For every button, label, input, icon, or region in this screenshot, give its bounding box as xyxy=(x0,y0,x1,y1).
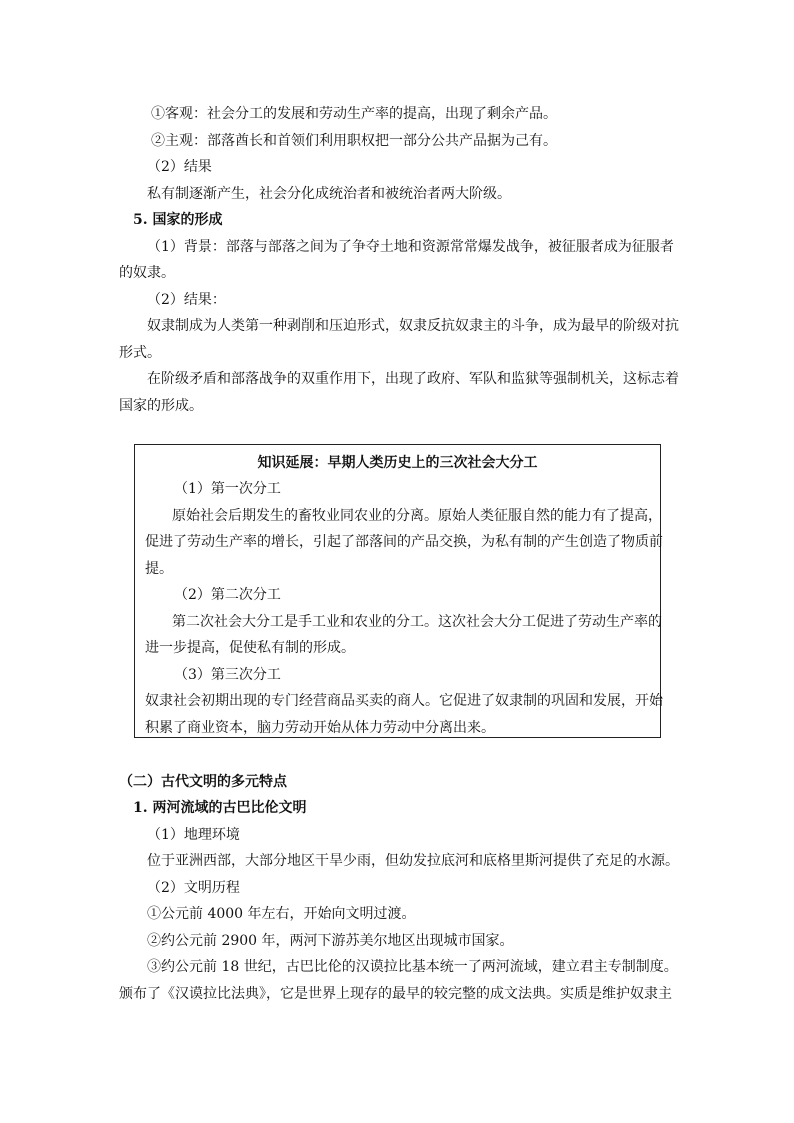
box-text-line: 进一步提高，促使私有制的形成。 xyxy=(145,640,355,656)
box-text-line: 提。 xyxy=(145,561,173,577)
text-line: （2）文明历程 xyxy=(147,880,240,896)
text-line: 形式。 xyxy=(119,345,161,361)
text-line: 位于亚洲西部，大部分地区干旱少雨，但幼发拉底河和底格里斯河提供了充足的水源。 xyxy=(147,853,679,869)
box-text-line: 积累了商业资本，脑力劳动开始从体力劳动中分离出来。 xyxy=(145,720,495,736)
box-text-line: 促进了劳动生产率的增长，引起了部落间的产品交换，为私有制的产生创造了物质前 xyxy=(145,534,663,550)
section-heading: 5. 国家的形成 xyxy=(133,212,223,228)
box-subheading: （2）第二次分工 xyxy=(174,587,281,603)
text-line: ①客观：社会分工的发展和劳动生产率的提高，出现了剩余产品。 xyxy=(151,106,557,122)
section-heading: 1. 两河流域的古巴比伦文明 xyxy=(133,800,307,816)
box-text-line: 原始社会后期发生的畜牧业同农业的分离。原始人类征服自然的能力有了提高， xyxy=(172,508,662,524)
text-line: 国家的形成。 xyxy=(119,398,203,414)
text-line: ③约公元前 18 世纪，古巴比伦的汉谟拉比基本统一了两河流域，建立君主专制制度。 xyxy=(147,959,678,975)
text-line: （2）结果： xyxy=(147,292,226,308)
text-line: 奴隶制成为人类第一种剥削和压迫形式，奴隶反抗奴隶主的斗争，成为最早的阶级对抗 xyxy=(147,318,679,334)
text-line: 在阶级矛盾和部落战争的双重作用下，出现了政府、军队和监狱等强制机关，这标志着 xyxy=(147,371,679,387)
text-line: （2）结果 xyxy=(147,159,212,175)
knowledge-extension-box xyxy=(134,444,661,738)
text-line: 私有制逐渐产生，社会分化成统治者和被统治者两大阶级。 xyxy=(147,186,511,202)
text-line: ①公元前 4000 年左右，开始向文明过渡。 xyxy=(147,906,416,922)
text-line: （1）背景：部落与部落之间为了争夺土地和资源常常爆发战争，被征服者成为征服者 xyxy=(147,239,674,255)
text-line: （1）地理环境 xyxy=(147,827,240,843)
text-line: 的奴隶。 xyxy=(119,265,175,281)
box-text-line: 奴隶社会初期出现的专门经营商品买卖的商人。它促进了奴隶制的巩固和发展，开始 xyxy=(145,693,663,709)
box-title: 知识延展：早期人类历史上的三次社会大分工 xyxy=(257,455,538,471)
text-line: 颁布了《汉谟拉比法典》，它是世界上现存的最早的较完整的成文法典。实质是维护奴隶主 xyxy=(119,986,672,1002)
part-heading: （二）古代文明的多元特点 xyxy=(119,774,287,790)
box-subheading: （1）第一次分工 xyxy=(174,481,281,497)
text-line: ②约公元前 2900 年，两河下游苏美尔地区出现城市国家。 xyxy=(147,933,514,949)
box-subheading: （3）第三次分工 xyxy=(174,667,281,683)
box-text-line: 第二次社会大分工是手工业和农业的分工。这次社会大分工促进了劳动生产率的 xyxy=(172,614,662,630)
text-line: ②主观：部落酋长和首领们利用职权把一部分公共产品据为己有。 xyxy=(151,133,557,149)
